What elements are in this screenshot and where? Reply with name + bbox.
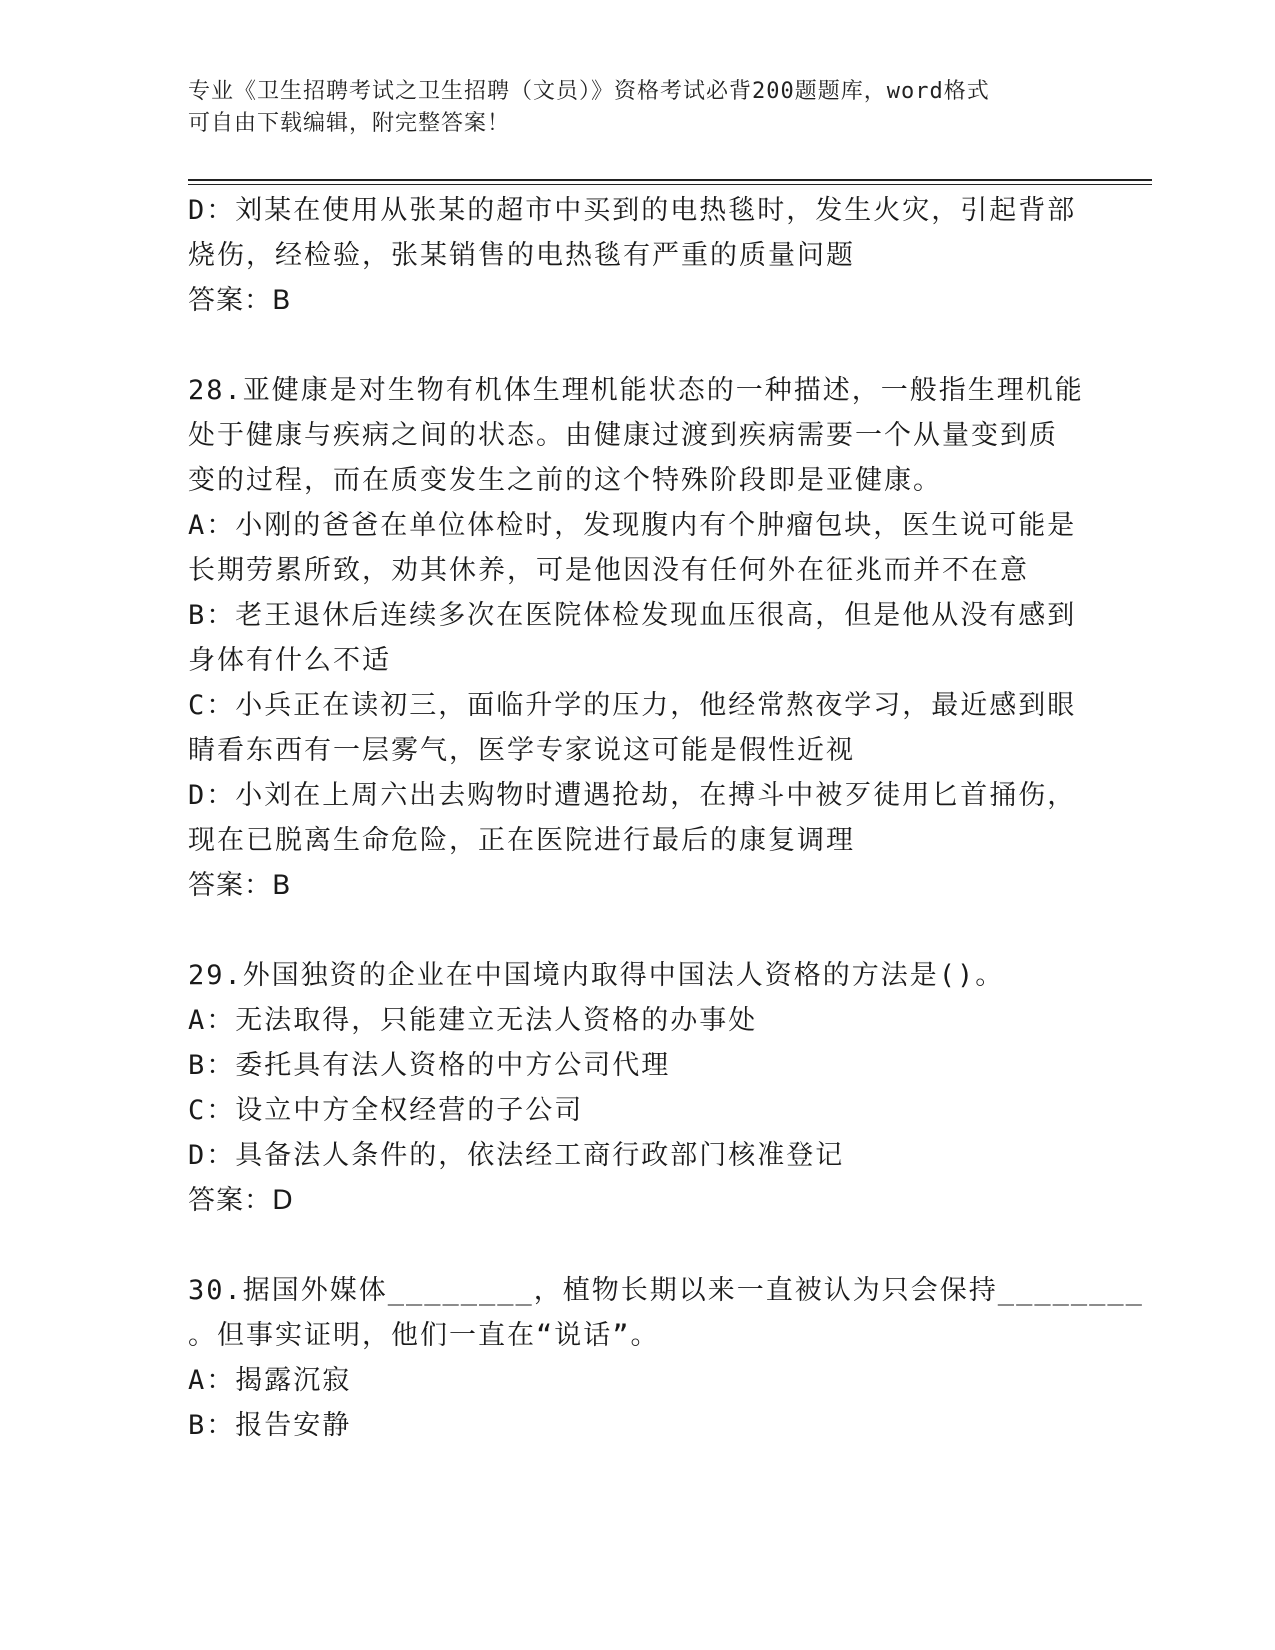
question-content: [188, 188, 1144, 1448]
q29-option-b: B：委托具有法人资格的中方公司代理: [188, 1050, 671, 1081]
header-rule-thick: [188, 179, 1152, 181]
q29-option-a: A：无法取得，只能建立无法人资格的办事处: [188, 1005, 758, 1036]
q28-option-c-line-1: C：小兵正在读初三，面临升学的压力，他经常熬夜学习，最近感到眼: [188, 690, 1077, 721]
page-header: [188, 76, 1078, 140]
q28-stem-line-3: 变的过程，而在质变发生之前的这个特殊阶段即是亚健康。: [188, 465, 942, 496]
q28-option-d-line-2: 现在已脱离生命危险，正在医院进行最后的康复调理: [188, 825, 855, 856]
q30-option-b: B：报告安静: [188, 1410, 352, 1441]
q28-answer: 答案：B: [188, 870, 292, 901]
q29-stem: 29.外国独资的企业在中国境内取得中国法人资格的方法是()。: [188, 960, 1005, 991]
prev-option-d-line-1: D：刘某在使用从张某的超市中买到的电热毯时，发生火灾，引起背部: [188, 195, 1077, 226]
q28-option-c-line-2: 睛看东西有一层雾气，医学专家说这可能是假性近视: [188, 735, 855, 766]
q28-option-b-line-2: 身体有什么不适: [188, 645, 391, 676]
spacer: [188, 908, 1078, 953]
q29-answer: 答案：D: [188, 1185, 294, 1216]
header-rule-thin: [188, 184, 1152, 185]
q30-option-a: A：揭露沉寂: [188, 1365, 352, 1396]
q28-option-a-line-1: A：小刚的爸爸在单位体检时，发现腹内有个肿瘤包块，医生说可能是: [188, 510, 1077, 541]
q29-option-d: D：具备法人条件的，依法经工商行政部门核准登记: [188, 1140, 845, 1171]
q30-stem-line-2: 。但事实证明，他们一直在“说话”。: [188, 1320, 660, 1351]
spacer: [188, 1223, 1078, 1268]
q28-stem-line-2: 处于健康与疾病之间的状态。由健康过渡到疾病需要一个从量变到质: [188, 420, 1058, 451]
q28-option-d-line-1: D：小刘在上周六出去购物时遭遇抢劫，在搏斗中被歹徒用匕首捅伤，: [188, 780, 1077, 811]
header-line-2: 可自由下载编辑，附完整答案！: [188, 111, 511, 136]
q30-stem-line-1: 30.据国外媒体________，植物长期以来一直被认为只会保持________: [188, 1275, 1144, 1306]
spacer: [188, 323, 1078, 368]
q28-stem-line-1: 28.亚健康是对生物有机体生理机能状态的一种描述，一般指生理机能: [188, 375, 1084, 406]
q28-option-b-line-1: B：老王退休后连续多次在医院体检发现血压很高，但是他从没有感到: [188, 600, 1077, 631]
q28-option-a-line-2: 长期劳累所致，劝其休养，可是他因没有任何外在征兆而并不在意: [188, 555, 1029, 586]
header-line-1: 专业《卫生招聘考试之卫生招聘（文员）》资格考试必背200题题库，word格式: [188, 79, 990, 104]
q29-option-c: C：设立中方全权经营的子公司: [188, 1095, 584, 1126]
prev-option-d-line-2: 烧伤，经检验，张某销售的电热毯有严重的质量问题: [188, 240, 855, 271]
prev-answer: 答案：B: [188, 285, 292, 316]
